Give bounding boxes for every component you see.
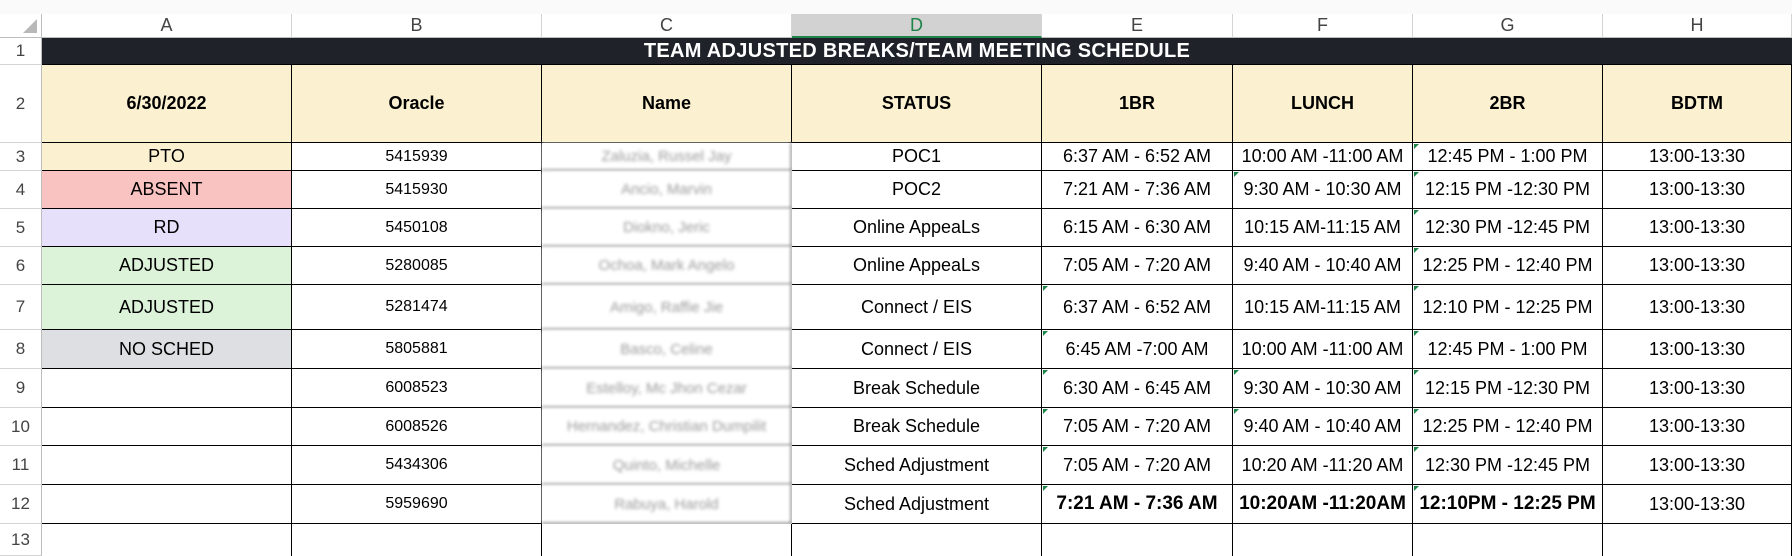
- comment-indicator-icon: [1043, 331, 1048, 336]
- comment-indicator-icon: [1414, 370, 1419, 375]
- cell-legend[interactable]: ABSENT: [42, 171, 292, 209]
- cell-status[interactable]: Sched Adjustment: [792, 446, 1042, 485]
- cell-2br[interactable]: 12:10 PM - 12:25 PM: [1413, 285, 1603, 330]
- row-header-6[interactable]: 6: [0, 247, 42, 285]
- cell-1br[interactable]: 6:30 AM - 6:45 AM: [1042, 369, 1233, 408]
- cell-status[interactable]: POC1: [792, 143, 1042, 171]
- cell-2br[interactable]: 12:30 PM -12:45 PM: [1413, 209, 1603, 247]
- cell-2br[interactable]: 12:15 PM -12:30 PM: [1413, 369, 1603, 408]
- comment-indicator-icon: [1234, 172, 1239, 177]
- cell-lunch[interactable]: 9:40 AM - 10:40 AM: [1233, 247, 1413, 285]
- comment-indicator-icon: [1043, 286, 1048, 291]
- empty-cell[interactable]: [542, 524, 792, 556]
- row-header-8[interactable]: 8: [0, 330, 42, 369]
- cell-legend[interactable]: [42, 446, 292, 485]
- cell-status[interactable]: Online AppeaLs: [792, 209, 1042, 247]
- cell-1br[interactable]: 6:37 AM - 6:52 AM: [1042, 285, 1233, 330]
- comment-indicator-icon: [1414, 409, 1419, 414]
- cell-oracle[interactable]: 5805881: [292, 330, 542, 369]
- cell-oracle[interactable]: 5450108: [292, 209, 542, 247]
- cell-2br[interactable]: 12:30 PM -12:45 PM: [1413, 446, 1603, 485]
- cell-bdtm[interactable]: 13:00-13:30: [1603, 446, 1792, 485]
- header-1br[interactable]: 1BR: [1042, 65, 1233, 143]
- header-legend[interactable]: 6/30/2022: [42, 65, 292, 143]
- cell-1br[interactable]: 7:21 AM - 7:36 AM: [1042, 485, 1233, 524]
- comment-indicator-icon: [1414, 248, 1419, 253]
- cell-legend[interactable]: PTO: [42, 143, 292, 171]
- cell-oracle[interactable]: 6008526: [292, 408, 542, 446]
- select-all-icon: [23, 19, 37, 33]
- cell-1br[interactable]: 6:37 AM - 6:52 AM: [1042, 143, 1233, 171]
- column-header-c[interactable]: C: [542, 14, 792, 38]
- cell-1br[interactable]: 7:05 AM - 7:20 AM: [1042, 408, 1233, 446]
- comment-indicator-icon: [1043, 409, 1048, 414]
- cell-status[interactable]: Online AppeaLs: [792, 247, 1042, 285]
- cell-name[interactable]: Basco, Celine: [542, 330, 792, 369]
- cell-bdtm[interactable]: 13:00-13:30: [1603, 247, 1792, 285]
- cell-1br[interactable]: 7:05 AM - 7:20 AM: [1042, 446, 1233, 485]
- row-header-1[interactable]: 1: [0, 38, 42, 65]
- cell-bdtm[interactable]: 13:00-13:30: [1603, 171, 1792, 209]
- cell-bdtm[interactable]: 13:00-13:30: [1603, 369, 1792, 408]
- cell-1br[interactable]: 7:05 AM - 7:20 AM: [1042, 247, 1233, 285]
- empty-cell[interactable]: [292, 524, 542, 556]
- comment-indicator-icon: [1234, 409, 1239, 414]
- cell-oracle[interactable]: 6008523: [292, 369, 542, 408]
- column-header-d[interactable]: D: [792, 14, 1042, 38]
- header-status[interactable]: STATUS: [792, 65, 1042, 143]
- row-header-7[interactable]: 7: [0, 285, 42, 330]
- cell-legend[interactable]: RD: [42, 209, 292, 247]
- cell-lunch[interactable]: 10:00 AM -11:00 AM: [1233, 143, 1413, 171]
- header-lunch[interactable]: LUNCH: [1233, 65, 1413, 143]
- sheet-title[interactable]: TEAM ADJUSTED BREAKS/TEAM MEETING SCHEDULE: [42, 38, 1792, 65]
- cell-oracle[interactable]: 5280085: [292, 247, 542, 285]
- cell-bdtm[interactable]: 13:00-13:30: [1603, 209, 1792, 247]
- cell-oracle[interactable]: 5959690: [292, 485, 542, 524]
- cell-oracle[interactable]: 5281474: [292, 285, 542, 330]
- comment-indicator-icon: [1414, 210, 1419, 215]
- row-header-10[interactable]: 10: [0, 408, 42, 446]
- cell-lunch[interactable]: 10:15 AM-11:15 AM: [1233, 209, 1413, 247]
- comment-indicator-icon: [1043, 447, 1048, 452]
- cell-2br[interactable]: 12:45 PM - 1:00 PM: [1413, 143, 1603, 171]
- row-header-2[interactable]: 2: [0, 65, 42, 143]
- empty-cell[interactable]: [1042, 524, 1233, 556]
- cell-name[interactable]: Ochoa, Mark Angelo: [542, 247, 792, 285]
- row-header-3[interactable]: 3: [0, 143, 42, 171]
- cell-legend[interactable]: [42, 369, 292, 408]
- cell-bdtm[interactable]: 13:00-13:30: [1603, 330, 1792, 369]
- cell-name[interactable]: Rabuya, Harold: [542, 485, 792, 524]
- header-oracle[interactable]: Oracle: [292, 65, 542, 143]
- cell-bdtm[interactable]: 13:00-13:30: [1603, 485, 1792, 524]
- cell-name[interactable]: Quinto, Michelle: [542, 446, 792, 485]
- cell-bdtm[interactable]: 13:00-13:30: [1603, 285, 1792, 330]
- cell-name[interactable]: Diokno, Jeric: [542, 209, 792, 247]
- empty-cell[interactable]: [792, 524, 1042, 556]
- cell-1br[interactable]: 7:21 AM - 7:36 AM: [1042, 171, 1233, 209]
- comment-indicator-icon: [1043, 486, 1048, 491]
- column-header-g[interactable]: G: [1413, 14, 1603, 38]
- cell-name[interactable]: Estelloy, Mc Jhon Cezar: [542, 369, 792, 408]
- cell-lunch[interactable]: 9:30 AM - 10:30 AM: [1233, 171, 1413, 209]
- comment-indicator-icon: [1043, 370, 1048, 375]
- cell-2br[interactable]: 12:25 PM - 12:40 PM: [1413, 247, 1603, 285]
- cell-lunch[interactable]: 10:20AM -11:20AM: [1233, 485, 1413, 524]
- cell-2br[interactable]: 12:10PM - 12:25 PM: [1413, 485, 1603, 524]
- cell-legend[interactable]: [42, 485, 292, 524]
- comment-indicator-icon: [1414, 331, 1419, 336]
- cell-legend[interactable]: ADJUSTED: [42, 285, 292, 330]
- comment-indicator-icon: [1234, 370, 1239, 375]
- cell-2br[interactable]: 12:45 PM - 1:00 PM: [1413, 330, 1603, 369]
- cell-name[interactable]: Amigo, Raffie Jie: [542, 285, 792, 330]
- cell-name[interactable]: Zaluzia, Russel Jay: [542, 143, 792, 171]
- column-header-e[interactable]: E: [1042, 14, 1233, 38]
- cell-status[interactable]: Connect / EIS: [792, 285, 1042, 330]
- comment-indicator-icon: [1414, 144, 1419, 149]
- cell-2br[interactable]: 12:15 PM -12:30 PM: [1413, 171, 1603, 209]
- select-all-corner[interactable]: [0, 14, 42, 38]
- cell-bdtm[interactable]: 13:00-13:30: [1603, 143, 1792, 171]
- cell-1br[interactable]: 6:45 AM -7:00 AM: [1042, 330, 1233, 369]
- comment-indicator-icon: [1414, 286, 1419, 291]
- header-2br[interactable]: 2BR: [1413, 65, 1603, 143]
- column-header-b[interactable]: B: [292, 14, 542, 38]
- row-header-4[interactable]: 4: [0, 171, 42, 209]
- empty-cell[interactable]: [1413, 524, 1603, 556]
- column-header-h[interactable]: H: [1603, 14, 1792, 38]
- cell-oracle[interactable]: 5434306: [292, 446, 542, 485]
- cell-status[interactable]: POC2: [792, 171, 1042, 209]
- column-header-f[interactable]: F: [1233, 14, 1413, 38]
- cell-legend[interactable]: ADJUSTED: [42, 247, 292, 285]
- empty-cell[interactable]: [42, 524, 292, 556]
- comment-indicator-icon: [1414, 447, 1419, 452]
- cell-name[interactable]: Ancio, Marvin: [542, 171, 792, 209]
- comment-indicator-icon: [1414, 172, 1419, 177]
- cell-name[interactable]: Hernandez, Christian Dumpilit: [542, 408, 792, 446]
- row-header-11[interactable]: 11: [0, 446, 42, 485]
- row-header-5[interactable]: 5: [0, 209, 42, 247]
- cell-legend[interactable]: NO SCHED: [42, 330, 292, 369]
- cell-status[interactable]: Break Schedule: [792, 408, 1042, 446]
- cell-oracle[interactable]: 5415939: [292, 143, 542, 171]
- empty-cell[interactable]: [1603, 524, 1792, 556]
- cell-status[interactable]: Break Schedule: [792, 369, 1042, 408]
- cell-1br[interactable]: 6:15 AM - 6:30 AM: [1042, 209, 1233, 247]
- cell-lunch[interactable]: 10:15 AM-11:15 AM: [1233, 285, 1413, 330]
- cell-bdtm[interactable]: 13:00-13:30: [1603, 408, 1792, 446]
- cell-oracle[interactable]: 5415930: [292, 171, 542, 209]
- cell-2br[interactable]: 12:25 PM - 12:40 PM: [1413, 408, 1603, 446]
- comment-indicator-icon: [1414, 486, 1419, 491]
- header-name[interactable]: Name: [542, 65, 792, 143]
- row-header-13[interactable]: 13: [0, 524, 42, 556]
- cell-lunch[interactable]: 10:20 AM -11:20 AM: [1233, 446, 1413, 485]
- header-bdtm[interactable]: BDTM: [1603, 65, 1792, 143]
- cell-lunch[interactable]: 10:00 AM -11:00 AM: [1233, 330, 1413, 369]
- row-header-12[interactable]: 12: [0, 485, 42, 524]
- cell-status[interactable]: Sched Adjustment: [792, 485, 1042, 524]
- cell-lunch[interactable]: 9:30 AM - 10:30 AM: [1233, 369, 1413, 408]
- empty-cell[interactable]: [1233, 524, 1413, 556]
- column-header-a[interactable]: A: [42, 14, 292, 38]
- cell-legend[interactable]: [42, 408, 292, 446]
- cell-lunch[interactable]: 9:40 AM - 10:40 AM: [1233, 408, 1413, 446]
- cell-status[interactable]: Connect / EIS: [792, 330, 1042, 369]
- row-header-9[interactable]: 9: [0, 369, 42, 408]
